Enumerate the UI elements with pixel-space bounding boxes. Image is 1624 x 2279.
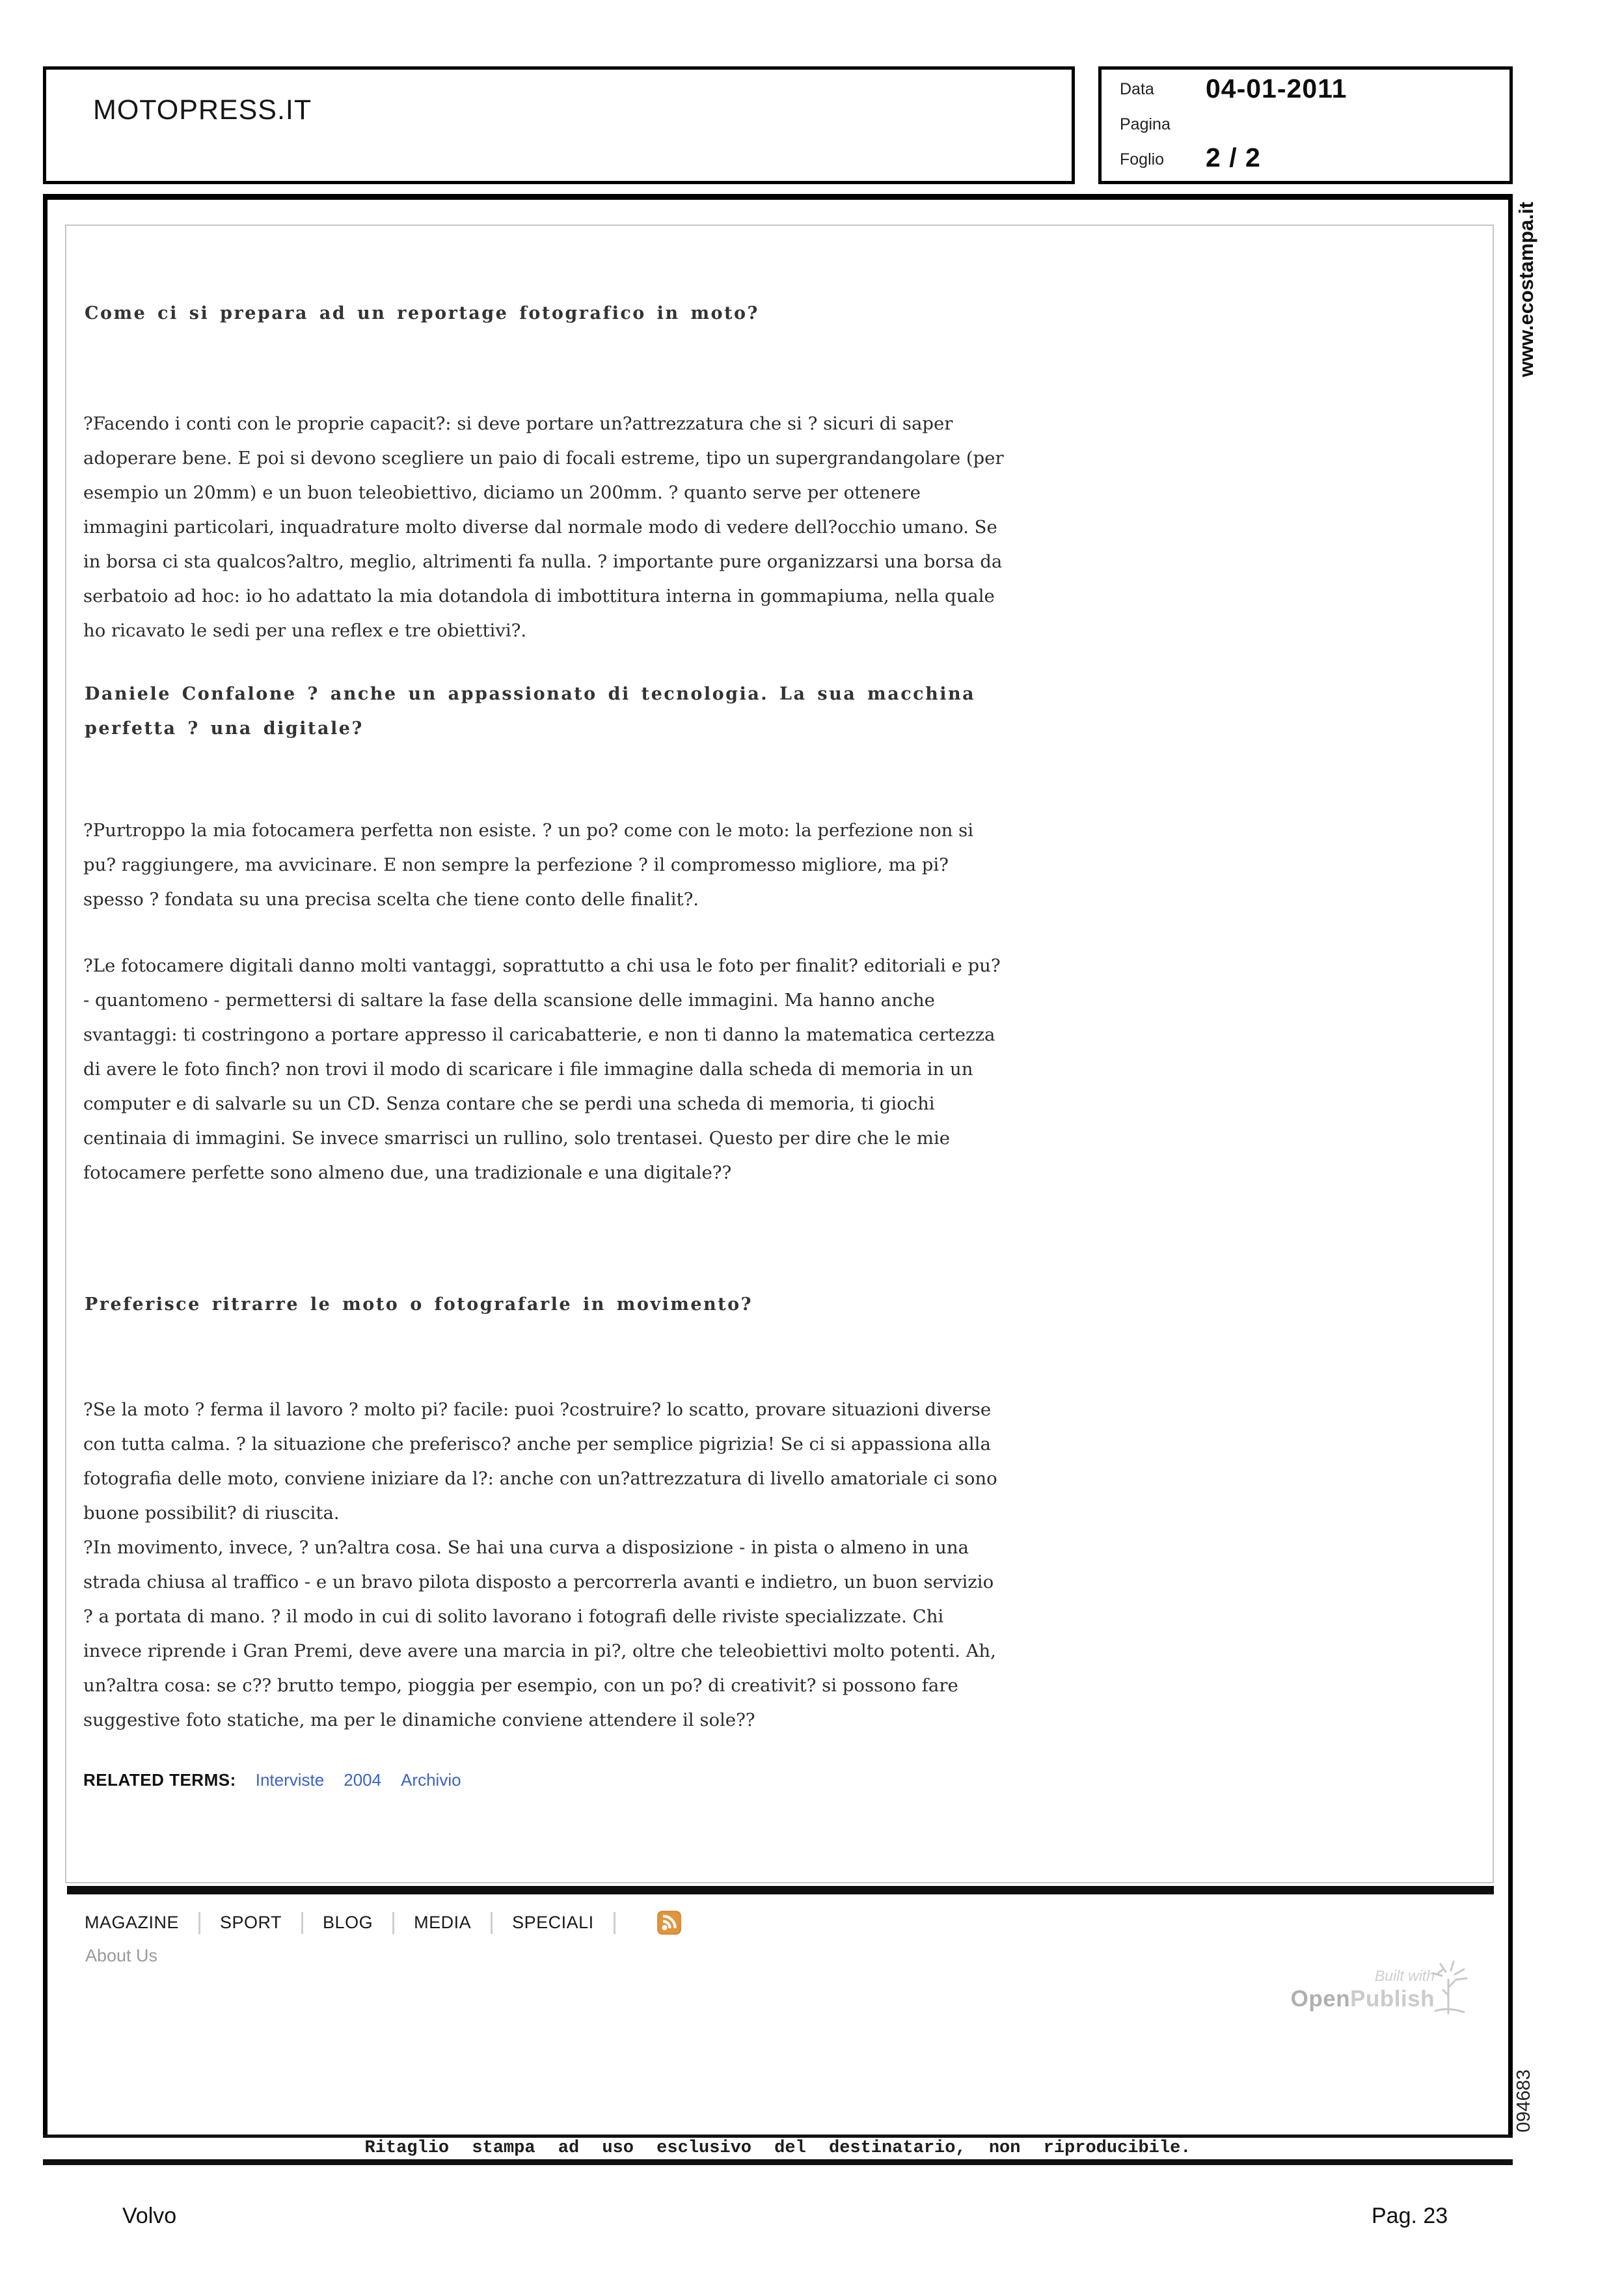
nav-divider <box>491 1912 493 1934</box>
nav-item-blog[interactable]: BLOG <box>323 1913 373 1932</box>
about-us-link[interactable]: About Us <box>85 1946 158 1965</box>
page-number: Pag. 23 <box>1372 2204 1448 2228</box>
question-1: Come ci si prepara ad un reportage fotografico in moto? <box>85 303 759 323</box>
source-logo: MOTOPRESS.IT <box>93 94 312 126</box>
ecostampa-vertical-label: www.ecostampa.it <box>1515 202 1537 377</box>
openpublish-watermark <box>1285 1969 1435 2010</box>
sheet-value: 2 / 2 <box>1206 143 1261 172</box>
openpublish-logo-text: OpenPublish <box>1290 1986 1435 2012</box>
built-with-label: Built with <box>1374 1967 1435 1984</box>
meta-header-box <box>1098 66 1513 184</box>
ritaglio-strip: Ritaglio stampa ad uso esclusivo del destinatario, non riproducibile. <box>43 2135 1513 2165</box>
question-3: Preferisce ritrarre le moto o fotografarle in movimento? <box>85 1294 753 1315</box>
footer-separator-bar <box>67 1886 1494 1894</box>
page-label: Pagina <box>1120 115 1171 133</box>
nav-divider <box>614 1912 616 1934</box>
nav-item-media[interactable]: MEDIA <box>414 1913 472 1932</box>
related-terms-label: RELATED TERMS: <box>83 1770 236 1790</box>
question-2: Daniele Confalone ? anche un appassionato di tecnologia. La sua macchina perfetta ? una digitale? <box>85 684 976 739</box>
nav-divider <box>301 1912 303 1934</box>
related-terms <box>83 1770 461 1790</box>
answer-2b: ?Le fotocamere digitali danno molti vantaggi, soprattutto a chi usa le foto per finalit? editoriali e pu? - quantomeno - permettersi di saltare la fase della scansione delle immagini. Ma hanno anche svantaggi: ti costringono a portare appresso il caricabatterie, e non ti danno la matematica certezza di avere le foto finch? non trovi il modo di scaricare i file immagine dalla scheda di memoria in un computer e di salvarle su un CD. Senza contare che se perdi una scheda di memoria, ti giochi centinaia di immagini. Se invece smarrisci un rullino, solo trentasei. Questo per dire che le mie fotocamere perfette sono almeno due, una tradizionale e una digitale?? <box>83 955 1001 1183</box>
nav-item-speciali[interactable]: SPECIALI <box>512 1913 594 1932</box>
subject-caption: Volvo <box>122 2204 177 2228</box>
answer-3a: ?Se la moto ? ferma il lavoro ? molto pi? facile: puoi ?costruire? lo scatto, provare situazioni diverse con tutta calma. ? la situazione che preferisco? anche per semplice pigrizia! Se ci si appassiona alla fotografia delle moto, conviene iniziare da l?: anche con un?attrezzatura di livello amatoriale ci sono buone possibilit? di riuscita. <box>83 1399 997 1523</box>
sheet-label: Foglio <box>1120 150 1165 169</box>
footer-nav <box>85 1911 681 1935</box>
related-link-interviste[interactable]: Interviste <box>255 1770 325 1790</box>
source-header-box <box>43 66 1075 184</box>
date-value: 04-01-2011 <box>1206 74 1347 103</box>
nav-item-sport[interactable]: SPORT <box>220 1913 282 1932</box>
answer-2a: ?Purtroppo la mia fotocamera perfetta non esiste. ? un po? come con le moto: la perfezione non si pu? raggiungere, ma avvicinare. E non sempre la perfezione ? il compromesso migliore, ma pi? spesso ? fondata su una precisa scelta che tiene conto delle finalit?. <box>83 820 974 910</box>
answer-1: ?Facendo i conti con le proprie capacit?: si deve portare un?attrezzatura che si ? sicuri di saper adoperare bene. E poi si devono scegliere un paio di focali estreme, tipo un supergrandangolare (per esempio un 20mm) e un buon teleobiettivo, diciamo un 200mm. ? quanto serve per ottenere immagini particolari, inquadrature molto diverse dal normale modo di vedere dell?occhio umano. Se in borsa ci sta qualcos?altro, meglio, altrimenti fa nulla. ? importante pure organizzarsi una borsa da serbatoio ad hoc: io ho adattato la mia dotandola di imbottitura interna in gommapiuma, nella quale ho ricavato le sedi per una reflex e tre obiettivi?. <box>83 413 1004 641</box>
openpublish-tree-icon <box>1429 1958 1470 2016</box>
clip-code-vertical-label: 094683 <box>1513 2069 1534 2133</box>
related-link-2004[interactable]: 2004 <box>344 1770 382 1790</box>
nav-item-magazine[interactable]: MAGAZINE <box>85 1913 180 1932</box>
rss-icon[interactable] <box>657 1911 681 1935</box>
answer-3b: ?In movimento, invece, ? un?altra cosa. Se hai una curva a disposizione - in pista o almeno in una strada chiusa al traffico - e un bravo pilota disposto a percorrerla avanti e indietro, un buon servizio ? a portata di mano. ? il modo in cui di solito lavorano i fotografi delle riviste specializzate. Chi invece riprende i Gran Premi, deve avere una marcia in pi?, oltre che teleobiettivi molto potenti. Ah, un?altra cosa: se c?? brutto tempo, pioggia per esempio, con un po? di creativit? si possono fare suggestive foto statiche, ma per le dinamiche conviene attendere il sole?? <box>83 1537 996 1730</box>
nav-divider <box>198 1912 200 1934</box>
related-link-archivio[interactable]: Archivio <box>401 1770 461 1790</box>
date-label: Data <box>1120 80 1154 98</box>
nav-divider <box>392 1912 394 1934</box>
